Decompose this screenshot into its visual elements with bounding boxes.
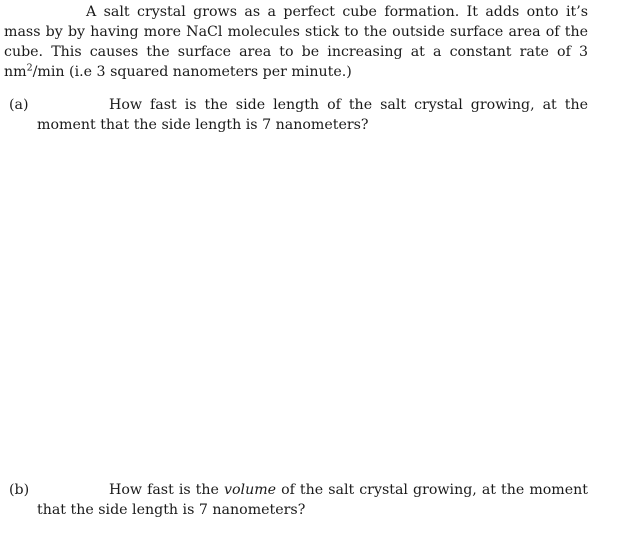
question-b-text-before: How fast is the: [109, 482, 224, 498]
problem-text-part1: A salt crystal grows as a perfect cube formation. It adds onto it’s mass by by having more NaCl molecules stick to the outside surface area of the cube. This causes the surface area to be increasing at a constant rate of 3 nm: [4, 4, 588, 80]
question-b-label: (b): [9, 482, 30, 498]
question-b: [9, 480, 588, 520]
problem-text-part2: /min (i.e 3 squared nanometers per minute.): [32, 64, 352, 80]
question-b-text: [9, 480, 588, 520]
question-b-text-after: of the salt crystal growing, at the moment that the side length is 7 nanometers?: [37, 482, 589, 518]
exponent: 2: [26, 62, 33, 74]
answer-space-a: [9, 140, 588, 470]
question-b-emphasis: volume: [223, 482, 277, 498]
question-a-text: How fast is the side length of the salt crystal growing, at the moment that the side length is 7 nanometers?: [37, 97, 588, 133]
question-a: [9, 95, 588, 135]
question-a-label: (a): [9, 97, 29, 113]
problem-statement: [4, 2, 588, 82]
